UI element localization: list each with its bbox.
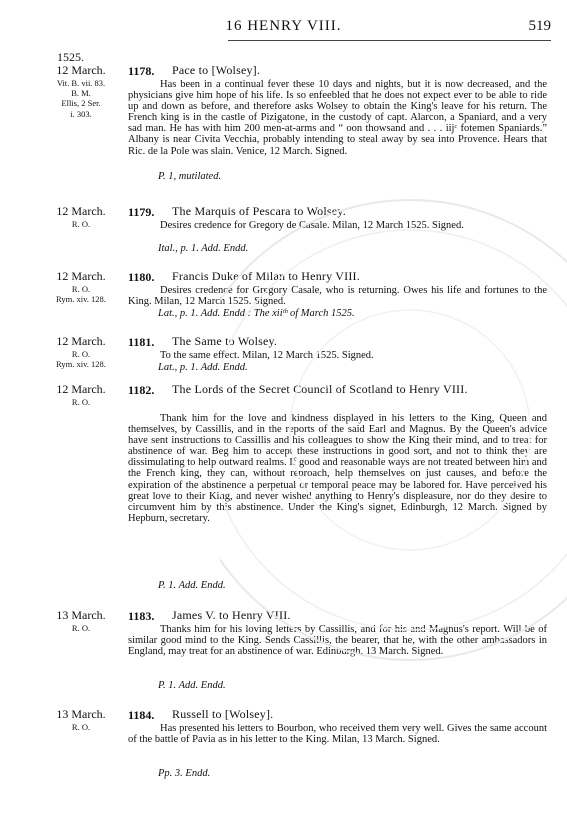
entry-heading: James V. to Henry VIII. <box>172 608 291 622</box>
entry-body: Desires credence for Gregory Casale, who is returning. Owes his life and fortunes to the King. Milan, 12 March 1525. Signed. <box>128 285 547 308</box>
entry-number: 1178. <box>128 64 155 78</box>
entry-body: Desires credence for Gregory de Casale. Milan, 12 March 1525. Signed. <box>160 220 464 231</box>
margin-ref: Rym. xiv. 128. <box>56 359 106 370</box>
entry-date: 13 March. <box>56 608 106 622</box>
entry-note: Lat., p. 1. Add. Endd. <box>158 362 248 373</box>
entry-body: To the same effect. Milan, 12 March 1525. Signed. <box>160 350 374 361</box>
margin-ref: i. 303. <box>70 108 92 119</box>
entry-number: 1179. <box>128 205 155 219</box>
margin-ref: Rym. xiv. 128. <box>56 294 106 305</box>
entry-margin <box>40 609 122 633</box>
entry-margin <box>40 708 122 732</box>
header-rule <box>228 40 551 41</box>
entry-date: 12 March. <box>56 63 106 77</box>
running-title: 16 HENRY VIII. <box>225 18 342 34</box>
page-header <box>0 8 567 42</box>
entry-number: 1183. <box>128 609 155 623</box>
entry-number: 1181. <box>128 335 155 349</box>
year-label: 1525. <box>57 50 84 64</box>
entry-heading: The Lords of the Secret Council of Scotland to Henry VIII. <box>172 382 468 396</box>
entry-date: 13 March. <box>56 707 106 721</box>
entry-margin <box>40 270 122 304</box>
entry-heading: Pace to [Wolsey]. <box>172 63 261 77</box>
entry-margin <box>40 64 122 119</box>
entry-margin <box>40 383 122 407</box>
entry-note: Lat., p. 1. Add. Endd.: The xiiᵗʰ of March 1525. <box>158 308 355 319</box>
entry-date: 12 March. <box>56 204 106 218</box>
entry-note: P. 1. Add. Endd. <box>158 580 226 591</box>
margin-ref: R. O. <box>71 623 91 633</box>
entry-body: Thank him for the love and kindness displayed in his letters to the King, Queen and themselves, by Cassillis, and in the reports of the said Earl and Magnus. By the Queen's advice have sent instructions to Cassillis and his colleagues to show the King their mind, and to treat for abstinence of war. Beg him to accept these instructions in good sort, and not to think they are dissimulating to help outward realms. If good and reasonable ways are not treated between him and the French king, they can, without reproach, help themselves on just causes, and before the expiration of the abstinence a perpetual or temporal peace may be labored for. Have perceived his great love to their King, and never wished anything to Henry's displeasure, nor do they desire to circumvent him by this abstinence. Under the King's signet, Edinburgh, 12 March. Signed by Hepburn, secretary. <box>128 413 547 524</box>
margin-ref: R. O. <box>71 722 91 732</box>
page-number: 519 <box>528 18 551 34</box>
entry-date: 12 March. <box>56 269 106 283</box>
entry-body: Has been in a continual fever these 10 days and nights, but it is now decreased, and the physicians give him hope of his life. Is so enfeebled that he does not expect ever to be able to ride up and down as before, and therefore asks Wolsey to obtain the King's leave for his return. The French king is in the castle of Pizigatone, in the custody of capt. Alarcon, a Spaniard, and a very sad man. He has with him 200 men-at-arms and “ oon thowsand and . . . iijᶜ fotemen Spaniards.” Albany is near Civita Vecchia, probably intending to steal away by sea into Provence. Hears that Ric. de la Pole was slain. Venice, 12 March. Signed. <box>128 79 547 157</box>
margin-ref: R. O. <box>71 284 91 294</box>
entry-note: P. 1. Add. Endd. <box>158 680 226 691</box>
margin-ref: R. O. <box>71 349 91 359</box>
margin-ref: Ellis, 2 Ser. <box>61 98 101 109</box>
entry-body: Has presented his letters to Bourbon, who received them very well. Gives the same account of the battle of Pavia as in his letter to the King. Milan, 13 March. Signed. <box>128 723 547 746</box>
entry-number: 1184. <box>128 708 155 722</box>
margin-ref: Vit. B. vii. 83. <box>56 78 106 88</box>
entry-heading: Francis Duke of Milan to Henry VIII. <box>172 269 360 283</box>
entry-heading: The Same to Wolsey. <box>172 334 278 348</box>
entry-heading: The Marquis of Pescara to Wolsey. <box>172 204 346 218</box>
entry-margin <box>40 335 122 369</box>
entry-note: Ital., p. 1. Add. Endd. <box>158 243 249 254</box>
margin-ref: R. O. <box>71 397 91 407</box>
margin-ref: B. M. <box>71 88 91 99</box>
entry-number: 1180. <box>128 270 155 284</box>
entry-note: Pp. 3. Endd. <box>158 768 211 779</box>
entry-heading: Russell to [Wolsey]. <box>172 707 274 721</box>
margin-ref: R. O. <box>71 219 91 229</box>
entry-margin <box>40 205 122 229</box>
entry-date: 12 March. <box>56 334 106 348</box>
entry-date: 12 March. <box>56 382 106 396</box>
entry-note: P. 1, mutilated. <box>158 171 222 182</box>
entry-body: Thanks him for his loving letters by Cassillis, and for his and Magnus's report. Will be of similar good mind to the King. Sends Cassillis, the bearer, that he, with the other ambassadors in England, may treat for an abstinence of war. Edinburgh, 13 March. Signed. <box>128 624 547 658</box>
entry-number: 1182. <box>128 383 155 397</box>
